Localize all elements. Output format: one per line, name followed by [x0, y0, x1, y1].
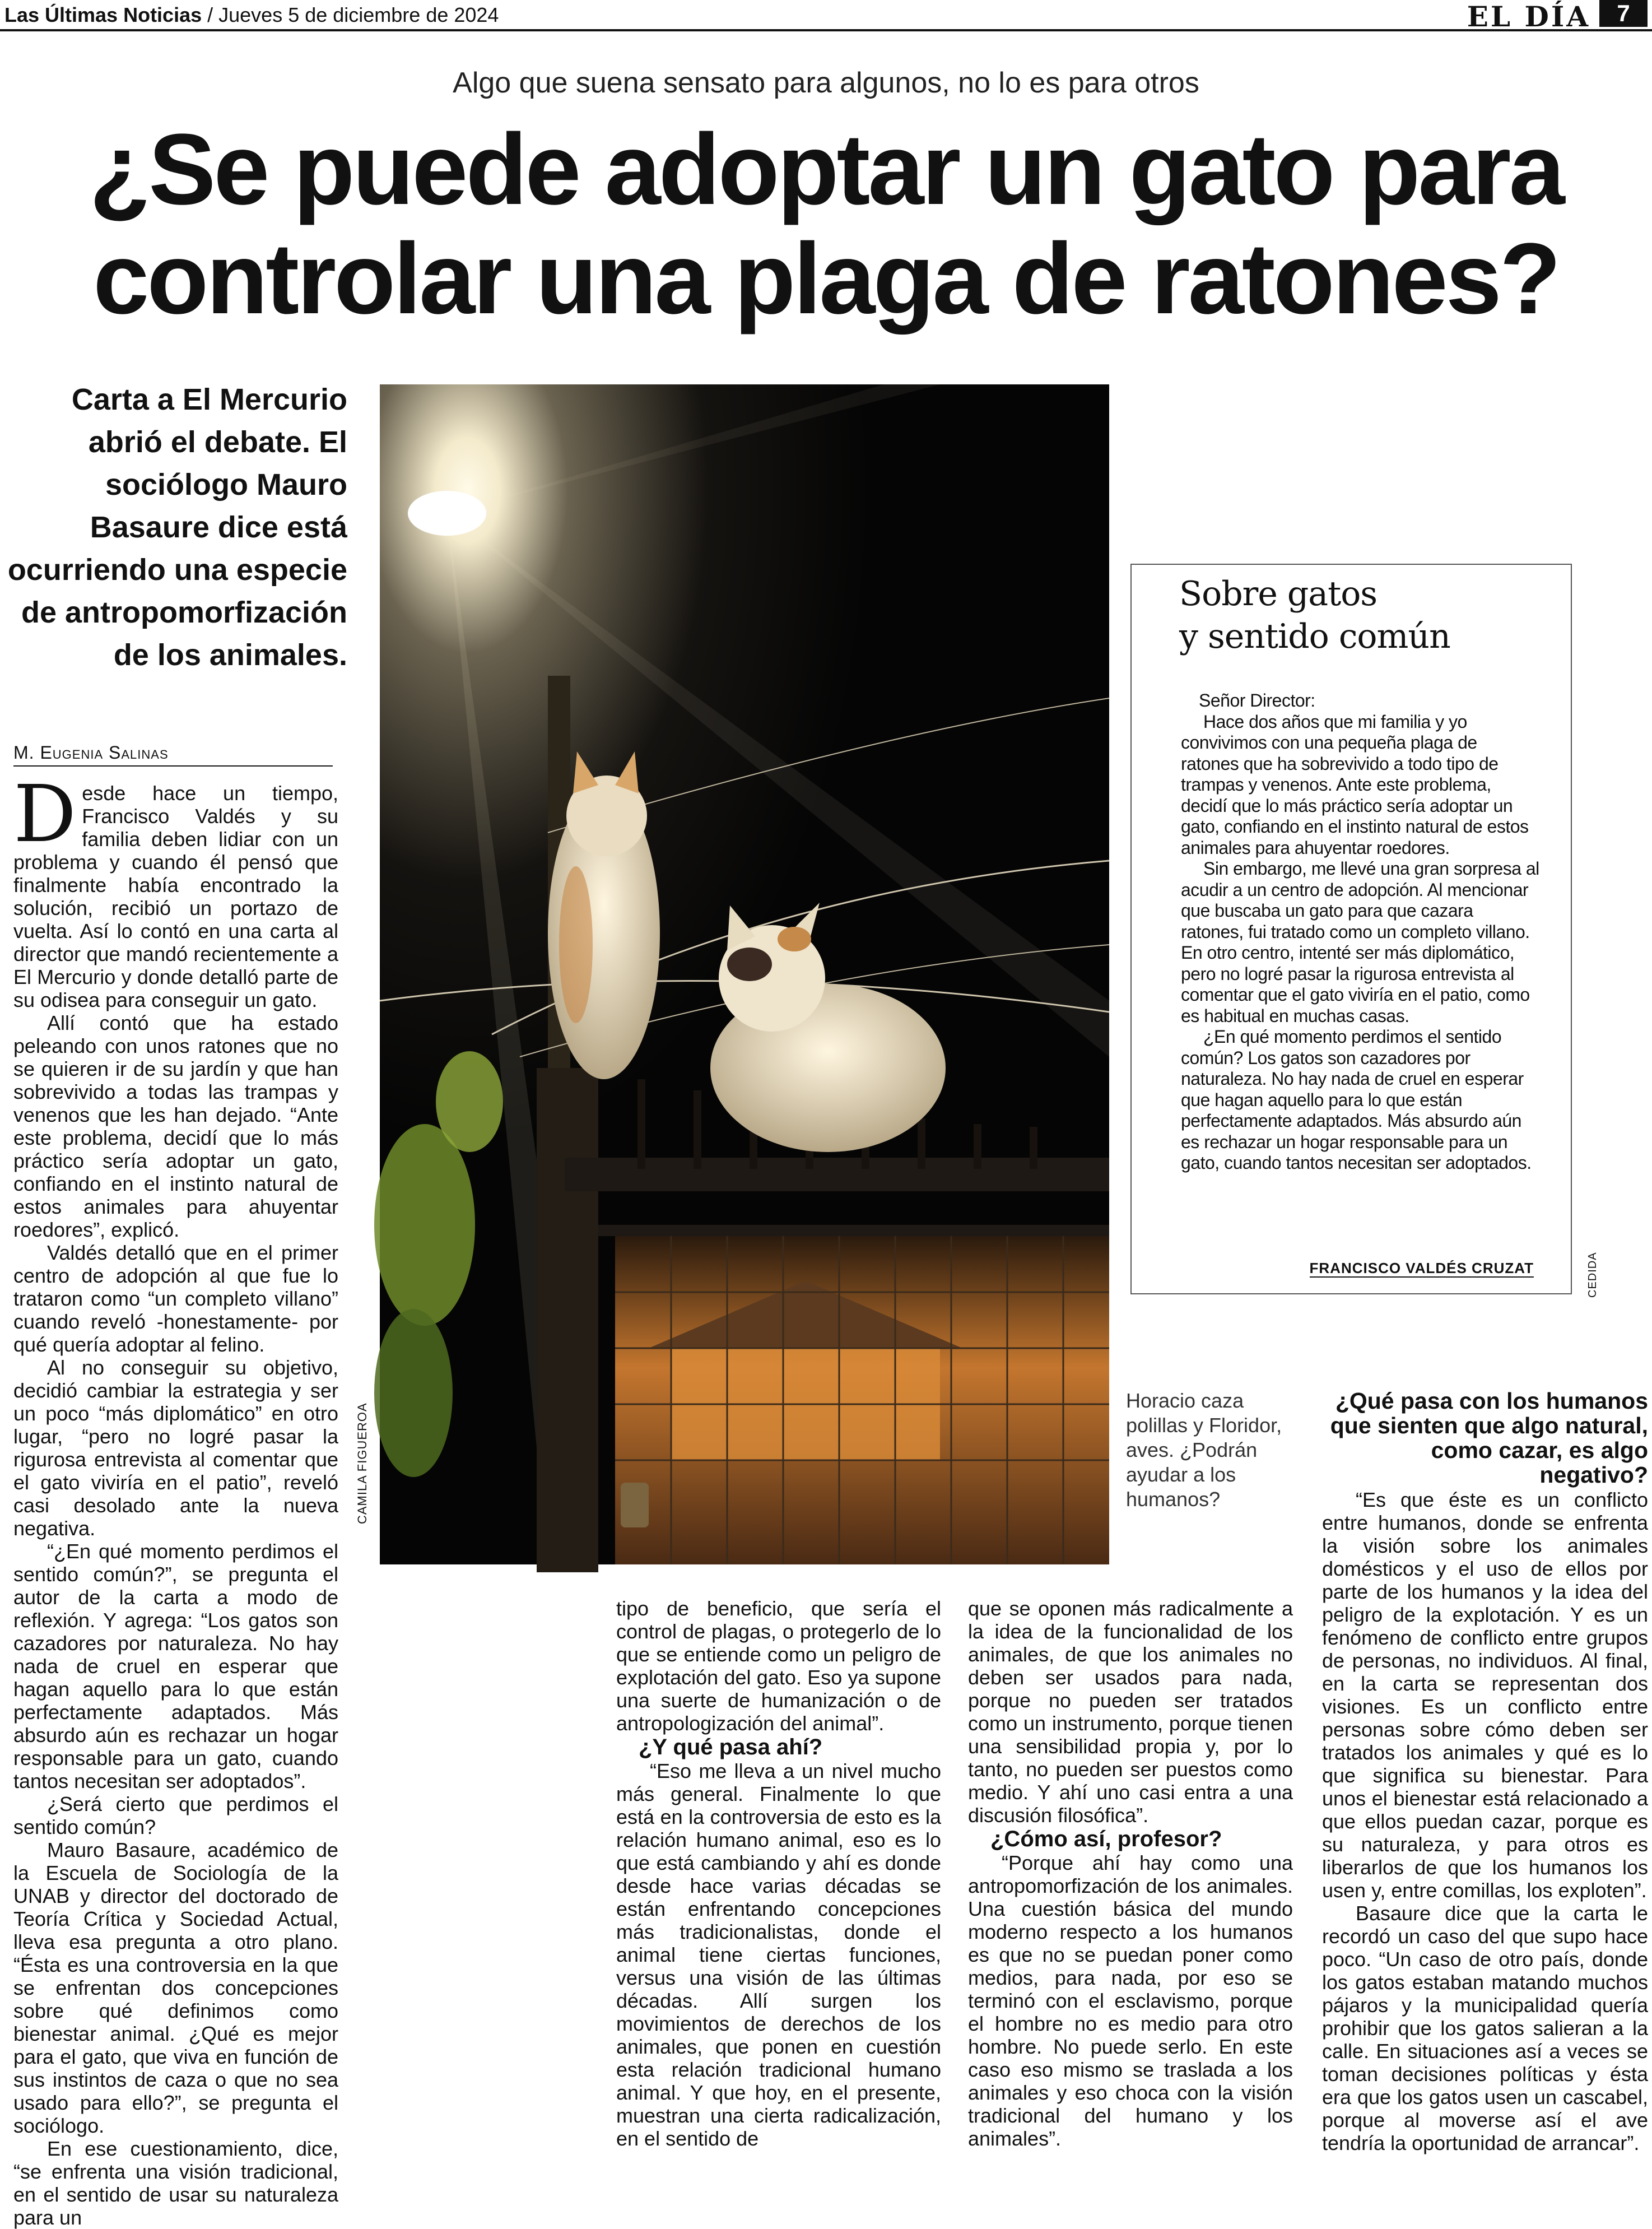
kicker: Algo que suena sensato para algunos, no lo es para otros [453, 67, 1199, 99]
lede: Carta a El Mercurio abrió el debate. El sociólogo Mauro Basaure dice está ocurriendo una especie de antropomorfización de los animales. [7, 383, 347, 672]
paragraph: “Porque ahí hay como una antropomorfización de los animales. Una cuestión básica del mundo moderno respecto a los humanos es que no se puedan poner como medios, para nada, por eso se terminó con el esclavismo, porque el hombre no es medio para otro hombre. No puede serlo. En este caso eso mismo se traslada a los animales y eso choca con la visión tradicional del humano y los animales”. [968, 1851, 1293, 2150]
letter-signature: FRANCISCO VALDÉS CRUZAT [1309, 1260, 1534, 1276]
publication-date: / Jueves 5 de diciembre de 2024 [202, 3, 499, 26]
letter-paragraph: Sin embargo, me llevé una gran sorpresa al acudir a un centro de adopción. Al mencionar que buscaba un gato para que cazara ratones, fui tratado como un completo villano. En otro centro, intenté ser más diplomático, pero no logré pasar la rigurosa entrevista al comentar que el gato viviría en el patio, como es habitual en muchas casas. [1181, 858, 1539, 1026]
letter-paragraph: Hace dos años que mi familia y yo convivimos con una pequeña plaga de ratones que ha sobrevivido a todo tipo de trampas y venenos. Ante este problema, decidí que lo más práctico sería adoptar un gato, confiando en el instinto natural de estos animales para ahuyentar roedores. [1181, 711, 1529, 858]
publication-line [4, 3, 499, 27]
subhead: ¿Cómo así, profesor? [990, 1827, 1222, 1851]
article-column-4 [1322, 1388, 1648, 2154]
letter-salutation: Señor Director: [1199, 690, 1315, 711]
paragraph: Allí contó que ha estado peleando con unos ratones que no se quieren ir de su jardín y que han sobrevivido a todas las trampas y venenos que les han dejado. “Ante este problema, decidí que lo más práctico sería adoptar un gato, confiando en el instinto natural de estos animales para ahuyentar roedores”, explicó. [13, 1011, 338, 1241]
article-column-2 [616, 1597, 941, 2150]
photo-caption: Horacio caza polillas y Floridor, aves. ¿Podrán ayudar a los humanos? [1126, 1389, 1282, 1511]
section-name: EL DÍA [1467, 0, 1590, 33]
page-number: 7 [1599, 0, 1648, 27]
article-column-1 [13, 769, 338, 2229]
paragraph: ¿Será cierto que perdimos el sentido común? [13, 1793, 338, 1838]
letter-title [1179, 573, 1560, 658]
cats-photo-illustration [380, 384, 1109, 1564]
letter-paragraph: ¿En qué momento perdimos el sentido común? Los gatos son cazadores por naturaleza. No hay nada de cruel en esperar que hagan aquello para lo que están perfectamente adaptados. Más absurdo aún es rechazar un hogar responsable para un gato, cuando tantos necesitan ser adoptados. [1181, 1027, 1532, 1173]
letter-title-line-2: y sentido común [1179, 617, 1450, 656]
byline: M. Eugenia Salinas [13, 742, 333, 767]
paragraph: “Eso me lleva a un nivel mucho más general. Finalmente lo que está en la controversia de esto es la relación humano animal, eso es lo que está cambiando y ahí es donde desde hace varias décadas se están enfrentando concepciones más tradicionalistas, donde el animal tiene ciertas funciones, versus una visión de las últimas décadas. Allí surgen los movimientos de derechos de los animales, que ponen en cuestión esta relación tradicional humano animal. Y que hoy, en el presente, muestran una cierta radicalización, en el sentido de [616, 1759, 941, 2150]
paragraph: Al no conseguir su objetivo, decidió cambiar la estrategia y ser un poco “más diplomático” en otro lugar, “pero no logré pasar la rigurosa entrevista al comentar que el gato viviría en el patio”, reveló casi desolado ante la nueva negativa. [13, 1356, 338, 1540]
headline-line-2: controlar una plaga de ratones? [93, 222, 1559, 335]
letter-credit: CEDIDA [1586, 1252, 1599, 1298]
cats-photo [380, 384, 1109, 1564]
paragraph: Mauro Basaure, académico de la Escuela de Sociología de la UNAB y director del doctorado de Teoría Crítica y Sociedad Actual, lleva esa pregunta a otro plano. “Ésta es una controversia en la que se enfrentan dos concepciones sobre qué definimos como bienestar animal. ¿Qué es mejor para el gato, que viva en función de sus instintos de caza o que no sea usado para ello?”, se pregunta el sociólogo. [13, 1838, 338, 2137]
headline [0, 115, 1652, 333]
paragraph: tipo de beneficio, que sería el control de plagas, o protegerlo de lo que se entiende como un peligro de explotación del gato. Eso ya supone una suerte de humanización o de antropologización del animal”. [616, 1597, 941, 1735]
letter-title-line-1: Sobre gatos [1179, 574, 1378, 614]
paragraph: En ese cuestionamiento, dice, “se enfrenta una visión tradicional, en el sentido de usar su naturaleza para un [13, 2137, 338, 2229]
photo-credit: CAMILA FIGUEROA [355, 1403, 369, 1524]
subhead: ¿Y qué pasa ahí? [639, 1735, 823, 1759]
paragraph: Desde hace un tiempo, Francisco Valdés y su familia deben lidiar con un problema y cuando él pensó que finalmente había encontrado la solución, recibió un portazo de vuelta. Así lo contó en una carta al director que mandó recientemente a El Mercurio y donde detalló parte de su odisea para conseguir un gato. [13, 769, 338, 1011]
publication-name: Las Últimas Noticias [4, 3, 202, 26]
article-column-3 [968, 1597, 1293, 2150]
paragraph: “Es que éste es un conflicto entre humanos, donde se enfrenta la visión sobre los animales domésticos y el uso de ellos por parte de los humanos y la idea del peligro de la explotación. Y es un fenómeno de conflicto entre grupos de personas, no individuos. Al final, en la carta se representan dos visiones. Es un conflicto entre personas sobre cómo deben ser tratados los animales y qué es lo que significa su bienestar. Para unos el bienestar está relacionado a que ellos puedan cazar, porque es su naturaleza, y para otros es liberarlos de que los humanos los usen y, entre comillas, los exploten”. [1322, 1488, 1648, 1902]
headline-line-1: ¿Se puede adoptar un gato para [89, 113, 1563, 226]
paragraph: Basaure dice que la carta le recordó un caso del que supo hace poco. “Un caso de otro país, donde los gatos estaban matando muchos pájaros y la municipalidad quería prohibir que los gatos salieran a la calle. En situaciones así a veces se toman decisiones políticas y ésta era que los gatos usen un cascabel, porque al moverse así el ave tendría la oportunidad de arrancar”. [1322, 1902, 1648, 2154]
paragraph: “¿En qué momento perdimos el sentido común?”, se pregunta el autor de la carta a modo de reflexión. Y agrega: “Los gatos son cazadores por naturaleza. No hay nada de cruel en esperar que hagan aquello para lo que están perfectamente adaptados. Más absurdo aún es rechazar un hogar responsable para un gato, cuando tantos necesitan ser adoptados”. [13, 1540, 338, 1793]
paragraph: Valdés detalló que en el primer centro de adopción al que fue lo trataron como “un completo villano” cuando reveló -honestamente- por qué quería adoptar al felino. [13, 1241, 338, 1356]
letter-body [1181, 690, 1539, 1174]
drop-cap: D [13, 769, 77, 860]
subhead: ¿Qué pasa con los humanos que sienten que algo natural, como cazar, es algo negativo? [1330, 1388, 1648, 1488]
paragraph: que se oponen más radicalmente a la idea de la funcionalidad de los animales, de que los animales no deben ser usados para nada, porque no pueden ser tratados como un instrumento, porque tienen una sensibilidad propia y, por lo tanto, no pueden ser puestos como medio. Y ahí uno casi entra a una discusión filosófica”. [968, 1597, 1293, 1827]
